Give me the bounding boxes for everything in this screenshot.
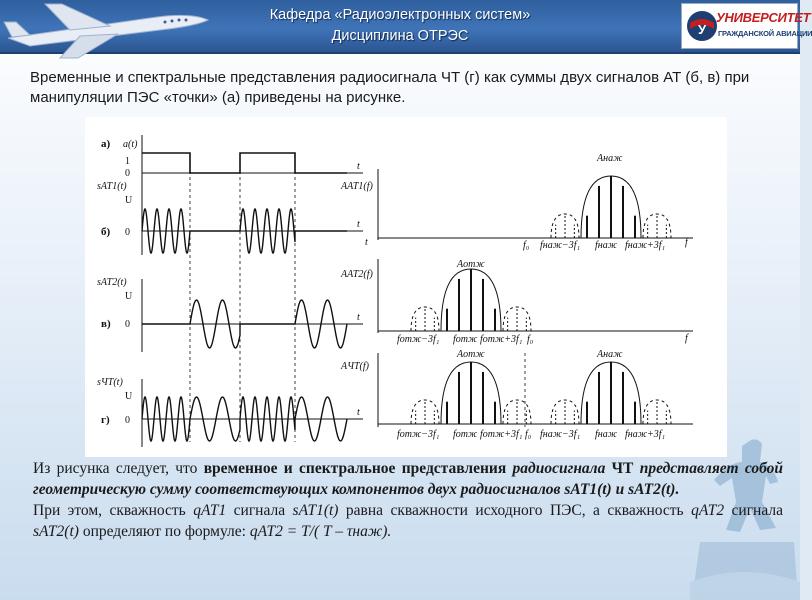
- conclusion-text: [33, 458, 783, 542]
- slide-header: [0, 0, 812, 54]
- spectrum-at1: [551, 176, 671, 238]
- label-aotzh-1: Aотж: [457, 259, 485, 270]
- svg-text:fотж+3f₁: fотж+3f₁: [480, 334, 523, 345]
- svg-text:t: t: [357, 312, 360, 323]
- svg-text:f₀: f₀: [525, 429, 532, 440]
- spectrum-at2: [411, 269, 531, 331]
- row-label-b: б): [101, 226, 111, 238]
- svg-text:fотж+3f₁: fотж+3f₁: [480, 429, 523, 440]
- signal-figure: [85, 117, 727, 457]
- svg-text:t: t: [365, 237, 368, 248]
- svg-text:fотж: fотж: [453, 334, 478, 345]
- row-label-a: а): [101, 138, 111, 150]
- row-label-g: г): [101, 414, 110, 426]
- conclusion-paragraph-2: При этом, скважность qAT1 сигнала sAT1(t) равна скважности исходного ПЭС, а скважность qAT2 сигнала sAT2(t) определяют по формуле: qAT2 = T/( T – τнаж).: [33, 502, 783, 540]
- svg-text:У: У: [697, 22, 707, 37]
- label-aat1: AAT1(f): [341, 181, 373, 192]
- svg-text:fотж: fотж: [453, 429, 478, 440]
- label-u-v: U: [125, 291, 133, 302]
- svg-text:f: f: [685, 237, 688, 248]
- label-aotzh-2: Aотж: [457, 349, 485, 360]
- discipline-title: Дисциплина ОТРЭС: [331, 28, 469, 44]
- label-t-a: t: [357, 161, 360, 172]
- signal-diagram: [85, 117, 727, 457]
- svg-text:f₀: f₀: [523, 240, 530, 251]
- label-achT: AЧТ(f): [341, 361, 369, 372]
- label-u-b: U: [125, 195, 133, 206]
- svg-text:fотж−3f₁: fотж−3f₁: [397, 334, 440, 345]
- svg-text:fнаж−3f₁: fнаж−3f₁: [540, 429, 581, 440]
- intro-text: Временные и спектральные представления радиосигнала ЧТ (г) как суммы двух сигналов АТ (б, в) при манипуляции ПЭС «точки» (а) приведены на рисунке.: [30, 69, 750, 106]
- pulse-train: [142, 153, 347, 173]
- logo-text-sub: ГРАЖДАНСКОЙ АВИАЦИИ: [718, 29, 812, 38]
- svg-text:t: t: [357, 219, 360, 230]
- university-logo: [681, 3, 812, 49]
- label-zero-a: 0: [125, 168, 130, 179]
- svg-text:fнаж: fнаж: [595, 240, 618, 251]
- airplane-icon: [0, 0, 215, 60]
- svg-text:fотж−3f₁: fотж−3f₁: [397, 429, 440, 440]
- label-u-g: U: [125, 391, 133, 402]
- svg-text:fнаж+3f₁: fнаж+3f₁: [625, 429, 666, 440]
- svg-text:f: f: [685, 333, 688, 344]
- label-zero-v: 0: [125, 319, 130, 330]
- spectrum-chT: [411, 362, 671, 424]
- svg-text:f₀: f₀: [527, 334, 534, 345]
- label-one: 1: [125, 156, 130, 167]
- label-schT: sЧТ(t): [97, 377, 123, 388]
- label-sat2: sAT2(t): [97, 277, 127, 288]
- department-title: Кафедра «Радиоэлектронных систем»: [269, 7, 531, 23]
- label-sat1: sAT1(t): [97, 181, 127, 192]
- label-a-t: a(t): [123, 139, 138, 150]
- svg-text:fнаж+3f₁: fнаж+3f₁: [625, 240, 666, 251]
- label-anazh-2: Aнаж: [597, 349, 623, 360]
- svg-text:fнаж−3f₁: fнаж−3f₁: [540, 240, 581, 251]
- university-emblem-icon: [685, 9, 719, 43]
- label-aat2: AAT2(f): [341, 269, 373, 280]
- label-anazh-1: Aнаж: [597, 153, 623, 164]
- svg-text:fнаж: fнаж: [595, 429, 618, 440]
- label-zero-b: 0: [125, 227, 130, 238]
- svg-text:t: t: [357, 407, 360, 418]
- row-label-v: в): [101, 318, 111, 330]
- label-zero-g: 0: [125, 415, 130, 426]
- conclusion-paragraph-1: Из рисунка следует, что временное и спектральное представления радиосигнала ЧТ представляет собой геометрическую сумму соответствующих компонентов двух радиосигналов sAT1(t) и sAT2(t).: [33, 460, 783, 498]
- logo-text-main: УНИВЕРСИТЕТ: [716, 10, 811, 25]
